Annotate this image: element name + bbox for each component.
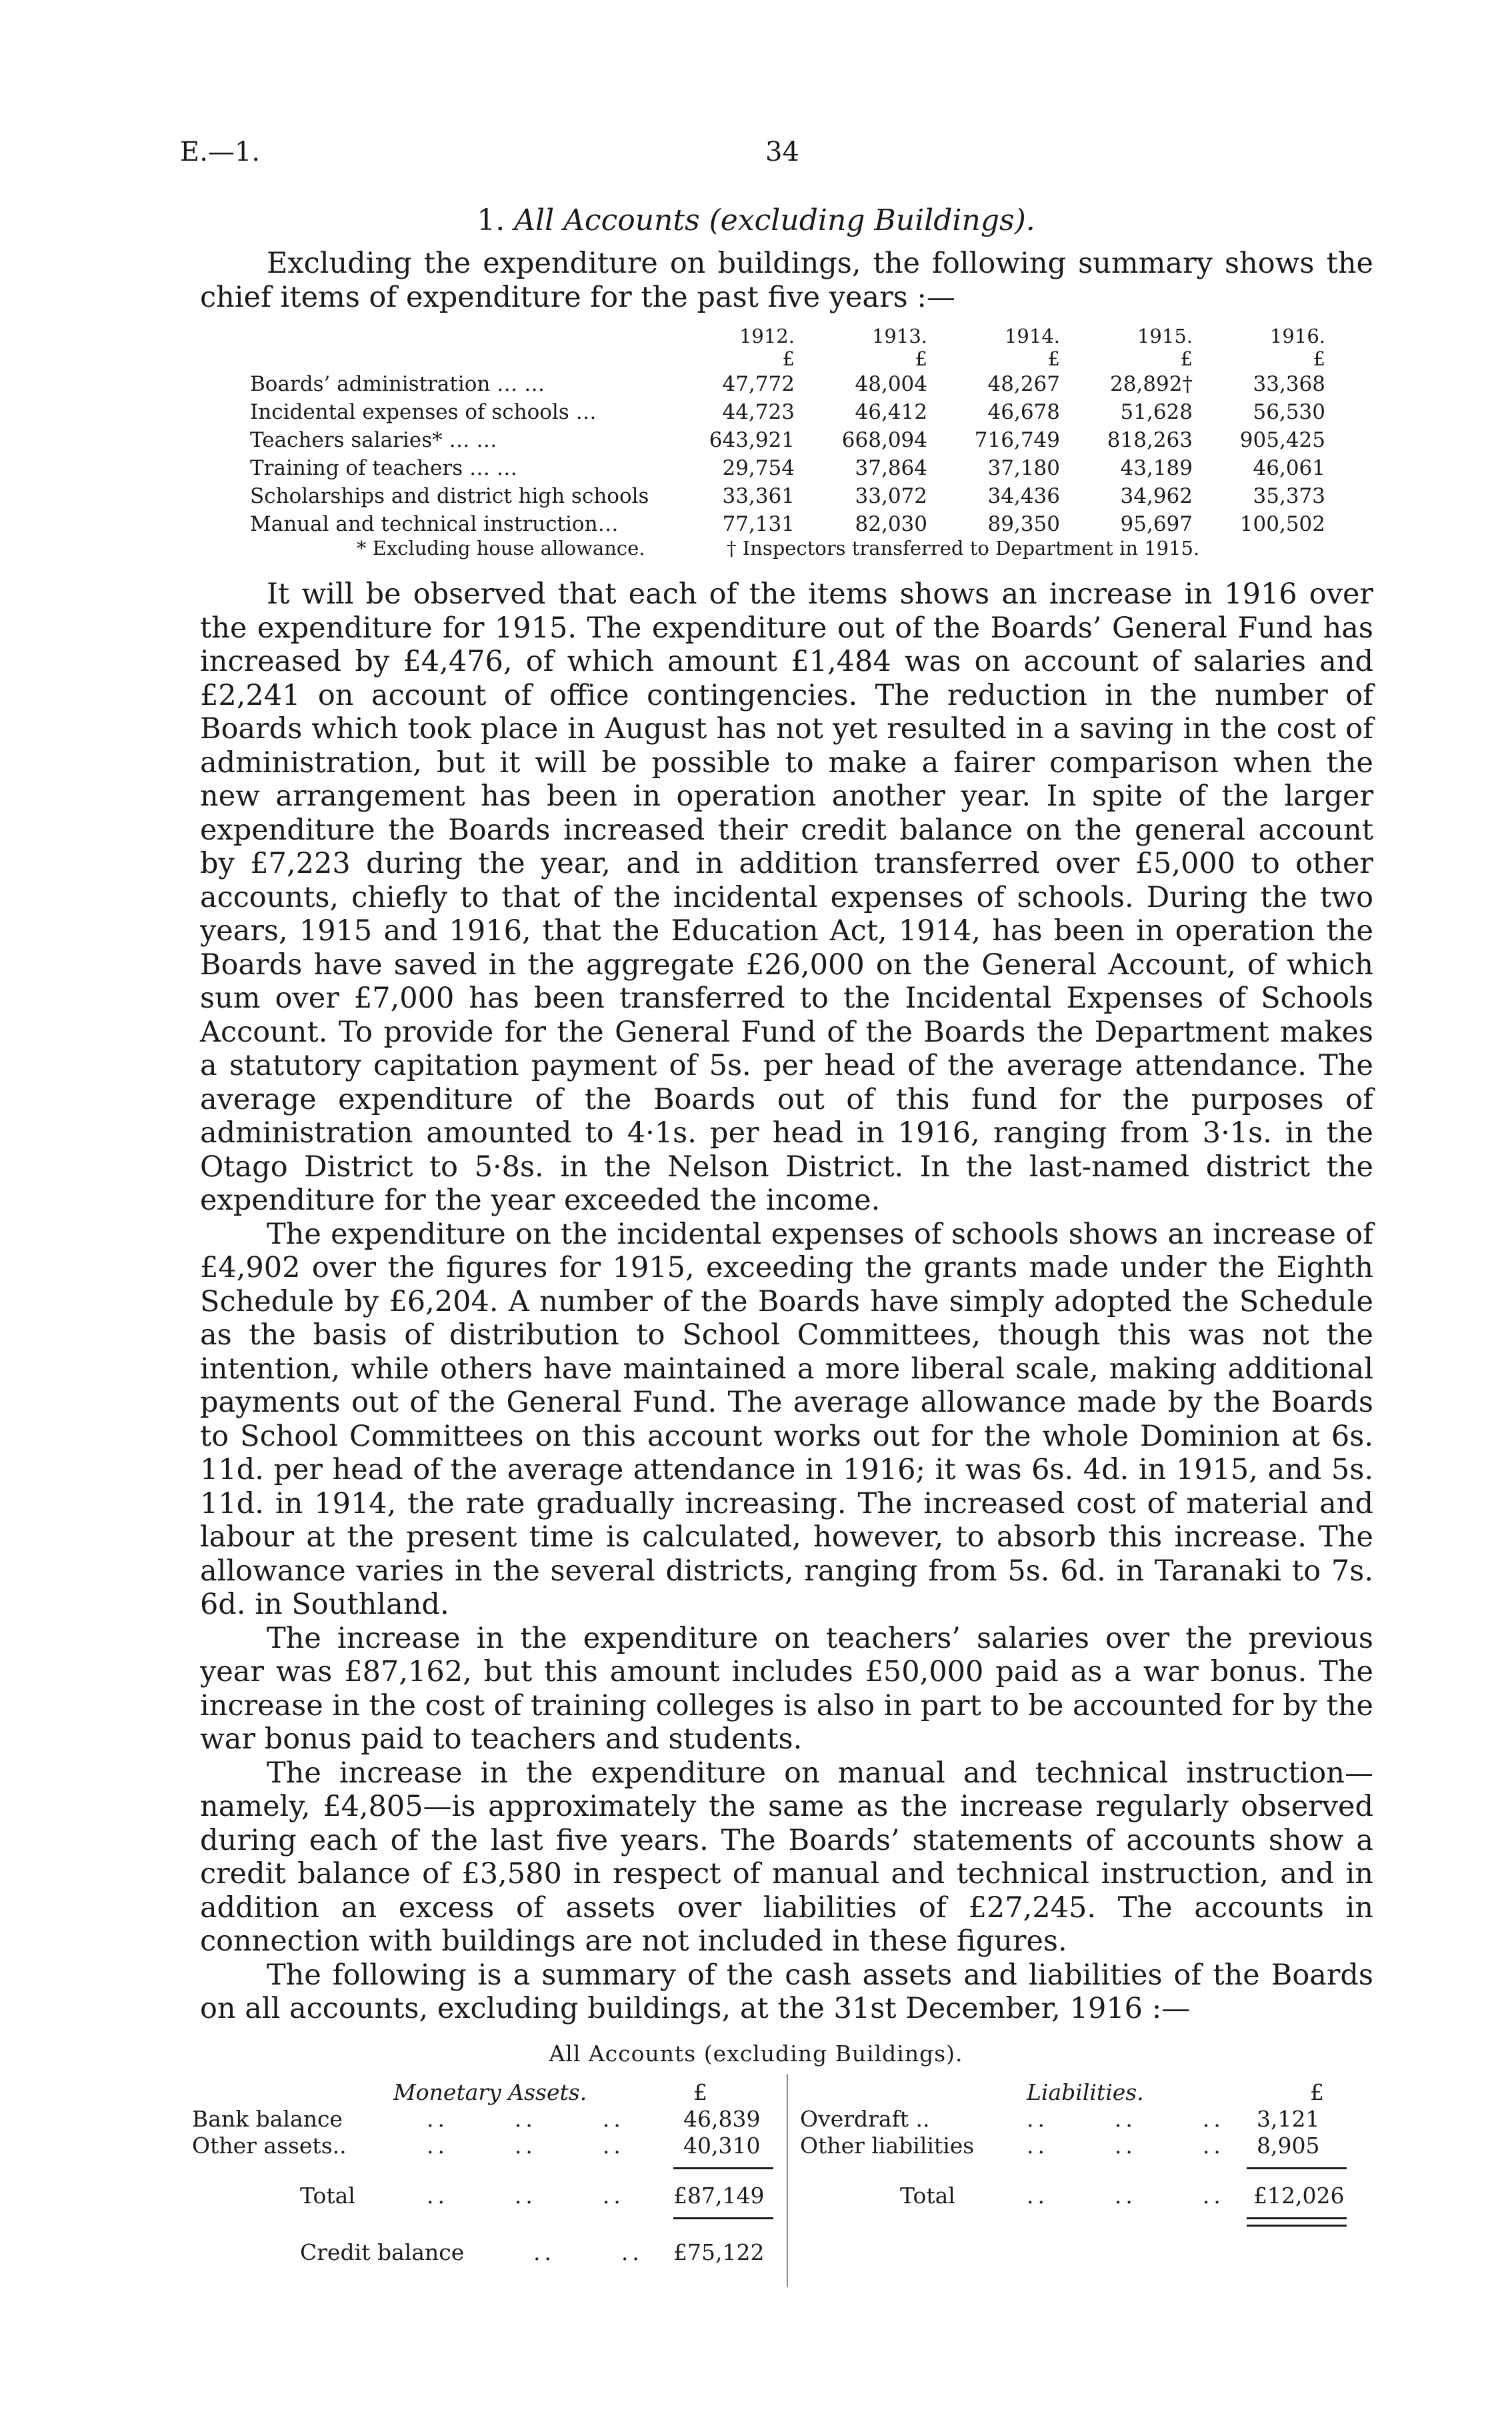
table-row — [250, 370, 1333, 398]
row-label: Incidental expenses of schools … — [250, 400, 597, 424]
credit-balance-value: £75,122 — [673, 2239, 765, 2265]
table-cell: 43,189 — [1120, 456, 1193, 480]
intro-text: Excluding the expenditure on buildings, the following summary shows the chief items of expenditure for the past five years :— — [200, 247, 1373, 314]
paragraph: The increase in the expenditure on manual and technical instruction—namely, £4,805—is approximately the same as the increase regularly observed during each of the last five years. The Boards’ statements of accounts show a credit balance of £3,580 in respect of manual and technical instruction, and in addition an excess of assets over liabilities of £27,245. The accounts in connection with buildings are not included in these figures. — [200, 1756, 1373, 1958]
table-cell: 37,180 — [987, 456, 1060, 480]
asset-label: Other assets.. — [192, 2133, 347, 2159]
expenditure-summary-table — [250, 325, 1333, 538]
table-cell: 82,030 — [855, 512, 927, 536]
assets-table-title: All Accounts (excluding Buildings). — [549, 2041, 963, 2067]
total-rule — [1247, 2217, 1347, 2219]
currency-symbol: £ — [782, 347, 795, 370]
table-cell: 28,892† — [1110, 372, 1193, 396]
leader-dots: .. .. .. — [1027, 2133, 1225, 2159]
asset-value: 46,839 — [683, 2106, 761, 2132]
leader-dots: .. .. .. — [1027, 2106, 1225, 2132]
asset-label: Bank balance — [192, 2106, 343, 2132]
table-cell: 51,628 — [1120, 400, 1193, 424]
table-row — [250, 454, 1333, 482]
paragraph: It will be observed that each of the items shows an increase in 1916 over the expenditure for 1915. The expenditure out of the Boards’ General Fund has increased by £4,476, of which amount £1,484 was on account of salaries and £2,241 on account of office contingencies. The reduction in the number of Boards which took place in August has not yet resulted in a saving in the cost of administration, but it will be possible to make a fairer comparison when the new arrangement has been in operation another year. In spite of the larger expenditure the Boards increased their credit balance on the general account by £7,223 during the year, and in addition transferred over £5,000 to other accounts, chiefly to that of the incidental expenses of schools. During the two years, 1915 and 1916, that the Education Act, 1914, has been in operation the Boards have saved in the aggregate £26,000 on the General Account, of which sum over £7,000 has been transferred to the Incidental Expenses of Schools Account. To provide for the General Fund of the Boards the Department makes a statutory capitation payment of 5s. per head of the average attendance. The average expenditure of the Boards out of this fund for the purposes of administration amounted to 4·1s. per head in 1916, ranging from 3·1s. in the Otago District to 5·8s. in the Nelson District. In the last-named district the expenditure for the year exceeded the income. — [200, 577, 1373, 1217]
row-label: Scholarships and district high schools — [250, 484, 649, 508]
table-cell: 46,412 — [855, 400, 927, 424]
table-row — [250, 482, 1333, 510]
assets-heading: Monetary Assets. — [393, 2079, 587, 2105]
table-cell: 46,061 — [1253, 456, 1325, 480]
row-label: Manual and technical instruction… — [250, 512, 619, 536]
table-cell: 89,350 — [987, 512, 1060, 536]
subtotal-rule — [673, 2167, 773, 2169]
leader-dots: .. .. .. — [427, 2106, 625, 2132]
table-cell: 100,502 — [1239, 512, 1325, 536]
assets-total: £87,149 — [673, 2183, 765, 2209]
year-header: 1913. — [871, 325, 927, 347]
body-paragraphs — [200, 577, 1373, 2026]
table-header-row — [250, 325, 1333, 347]
subtotal-rule — [1247, 2167, 1347, 2169]
table-cell: 37,864 — [855, 456, 927, 480]
total-double-rule — [1247, 2225, 1347, 2227]
table-cell: 643,921 — [709, 428, 795, 452]
table-row — [250, 398, 1333, 426]
currency-symbol: £ — [1047, 347, 1060, 370]
table-cell: 818,263 — [1107, 428, 1193, 452]
column-divider — [787, 2074, 788, 2287]
liability-value: 8,905 — [1257, 2133, 1320, 2159]
table-cell: 44,723 — [722, 400, 795, 424]
table-cell: 29,754 — [722, 456, 795, 480]
total-rule — [673, 2217, 773, 2219]
table-cell: 56,530 — [1253, 400, 1325, 424]
row-label: Boards’ administration … … — [250, 372, 545, 396]
table-cell: 668,094 — [841, 428, 927, 452]
table-cell: 48,004 — [855, 372, 927, 396]
currency-symbol: £ — [1310, 2079, 1324, 2105]
table-cell: 34,436 — [987, 484, 1060, 508]
year-header: 1916. — [1269, 325, 1325, 347]
table-cell: 34,962 — [1120, 484, 1193, 508]
row-label: Teachers salaries* … … — [250, 428, 497, 452]
year-header: 1912. — [739, 325, 795, 347]
leader-dots: .. .. — [533, 2239, 643, 2265]
liability-value: 3,121 — [1257, 2106, 1320, 2132]
paragraph: The expenditure on the incidental expenses of schools shows an increase of £4,902 over the figures for 1915, exceeding the grants made under the Eighth Schedule by £6,204. A number of the Boards have simply adopted the Schedule as the basis of distribution to School Committees, though this was not the intention, while others have maintained a more liberal scale, making additional payments out of the General Fund. The average allowance made by the Boards to School Committees on this account works out for the whole Dominion at 6s. 11d. per head of the average attendance in 1916; it was 6s. 4d. in 1915, and 5s. 11d. in 1914, the rate gradually increasing. The increased cost of material and labour at the present time is calculated, however, to absorb this increase. The allowance varies in the several districts, ranging from 5s. 6d. in Taranaki to 7s. 6d. in Southland. — [200, 1217, 1373, 1621]
table-cell: 905,425 — [1239, 428, 1325, 452]
row-label: Training of teachers … … — [250, 456, 517, 480]
table-cell: 46,678 — [987, 400, 1060, 424]
currency-symbol: £ — [915, 347, 927, 370]
table-cell: 95,697 — [1120, 512, 1193, 536]
year-header: 1915. — [1137, 325, 1193, 347]
document-reference: E.—1. — [180, 137, 261, 167]
table-cell: 716,749 — [974, 428, 1060, 452]
currency-symbol: £ — [1313, 347, 1325, 370]
asset-value: 40,310 — [683, 2133, 761, 2159]
table-row — [250, 426, 1333, 454]
leader-dots: .. .. .. — [427, 2133, 625, 2159]
currency-symbol: £ — [1180, 347, 1193, 370]
liabilities-total: £12,026 — [1253, 2183, 1345, 2209]
page-number: 34 — [765, 137, 799, 167]
leader-dots: .. .. .. — [427, 2183, 625, 2209]
liabilities-total-label: Total — [900, 2183, 955, 2209]
table-cell: 35,373 — [1253, 484, 1325, 508]
table-row — [250, 510, 1333, 538]
table-cell: 33,361 — [722, 484, 795, 508]
liability-label: Overdraft .. — [800, 2106, 930, 2132]
paragraph: The following is a summary of the cash assets and liabilities of the Boards on all accounts, excluding buildings, at the 31st December, 1916 :— — [200, 1958, 1373, 2025]
paragraph: The increase in the expenditure on teachers’ salaries over the previous year was £87,162, but this amount includes £50,000 paid as a war bonus. The increase in the cost of training colleges is also in part to be accounted for by the war bonus paid to teachers and students. — [200, 1621, 1373, 1756]
assets-total-label: Total — [300, 2183, 355, 2209]
liabilities-heading: Liabilities. — [1027, 2079, 1144, 2105]
leader-dots: .. .. .. — [1027, 2183, 1225, 2209]
section-title: All Accounts (excluding Buildings). — [514, 203, 1035, 237]
table-cell: 47,772 — [722, 372, 795, 396]
table-cell: 77,131 — [722, 512, 795, 536]
table-cell: 33,368 — [1253, 372, 1325, 396]
footnote-house-allowance: * Excluding house allowance. — [357, 537, 645, 559]
footnote-inspectors: † Inspectors transferred to Department in 1915. — [727, 537, 1200, 559]
table-cell: 33,072 — [855, 484, 927, 508]
credit-balance-label: Credit balance — [300, 2239, 465, 2265]
currency-symbol: £ — [693, 2079, 707, 2105]
liability-label: Other liabilities — [800, 2133, 975, 2159]
section-number: 1. — [477, 203, 505, 237]
intro-paragraph — [200, 247, 1373, 314]
section-heading — [0, 203, 1512, 237]
year-header: 1914. — [1004, 325, 1060, 347]
currency-row — [250, 347, 1333, 370]
table-cell: 48,267 — [987, 372, 1060, 396]
